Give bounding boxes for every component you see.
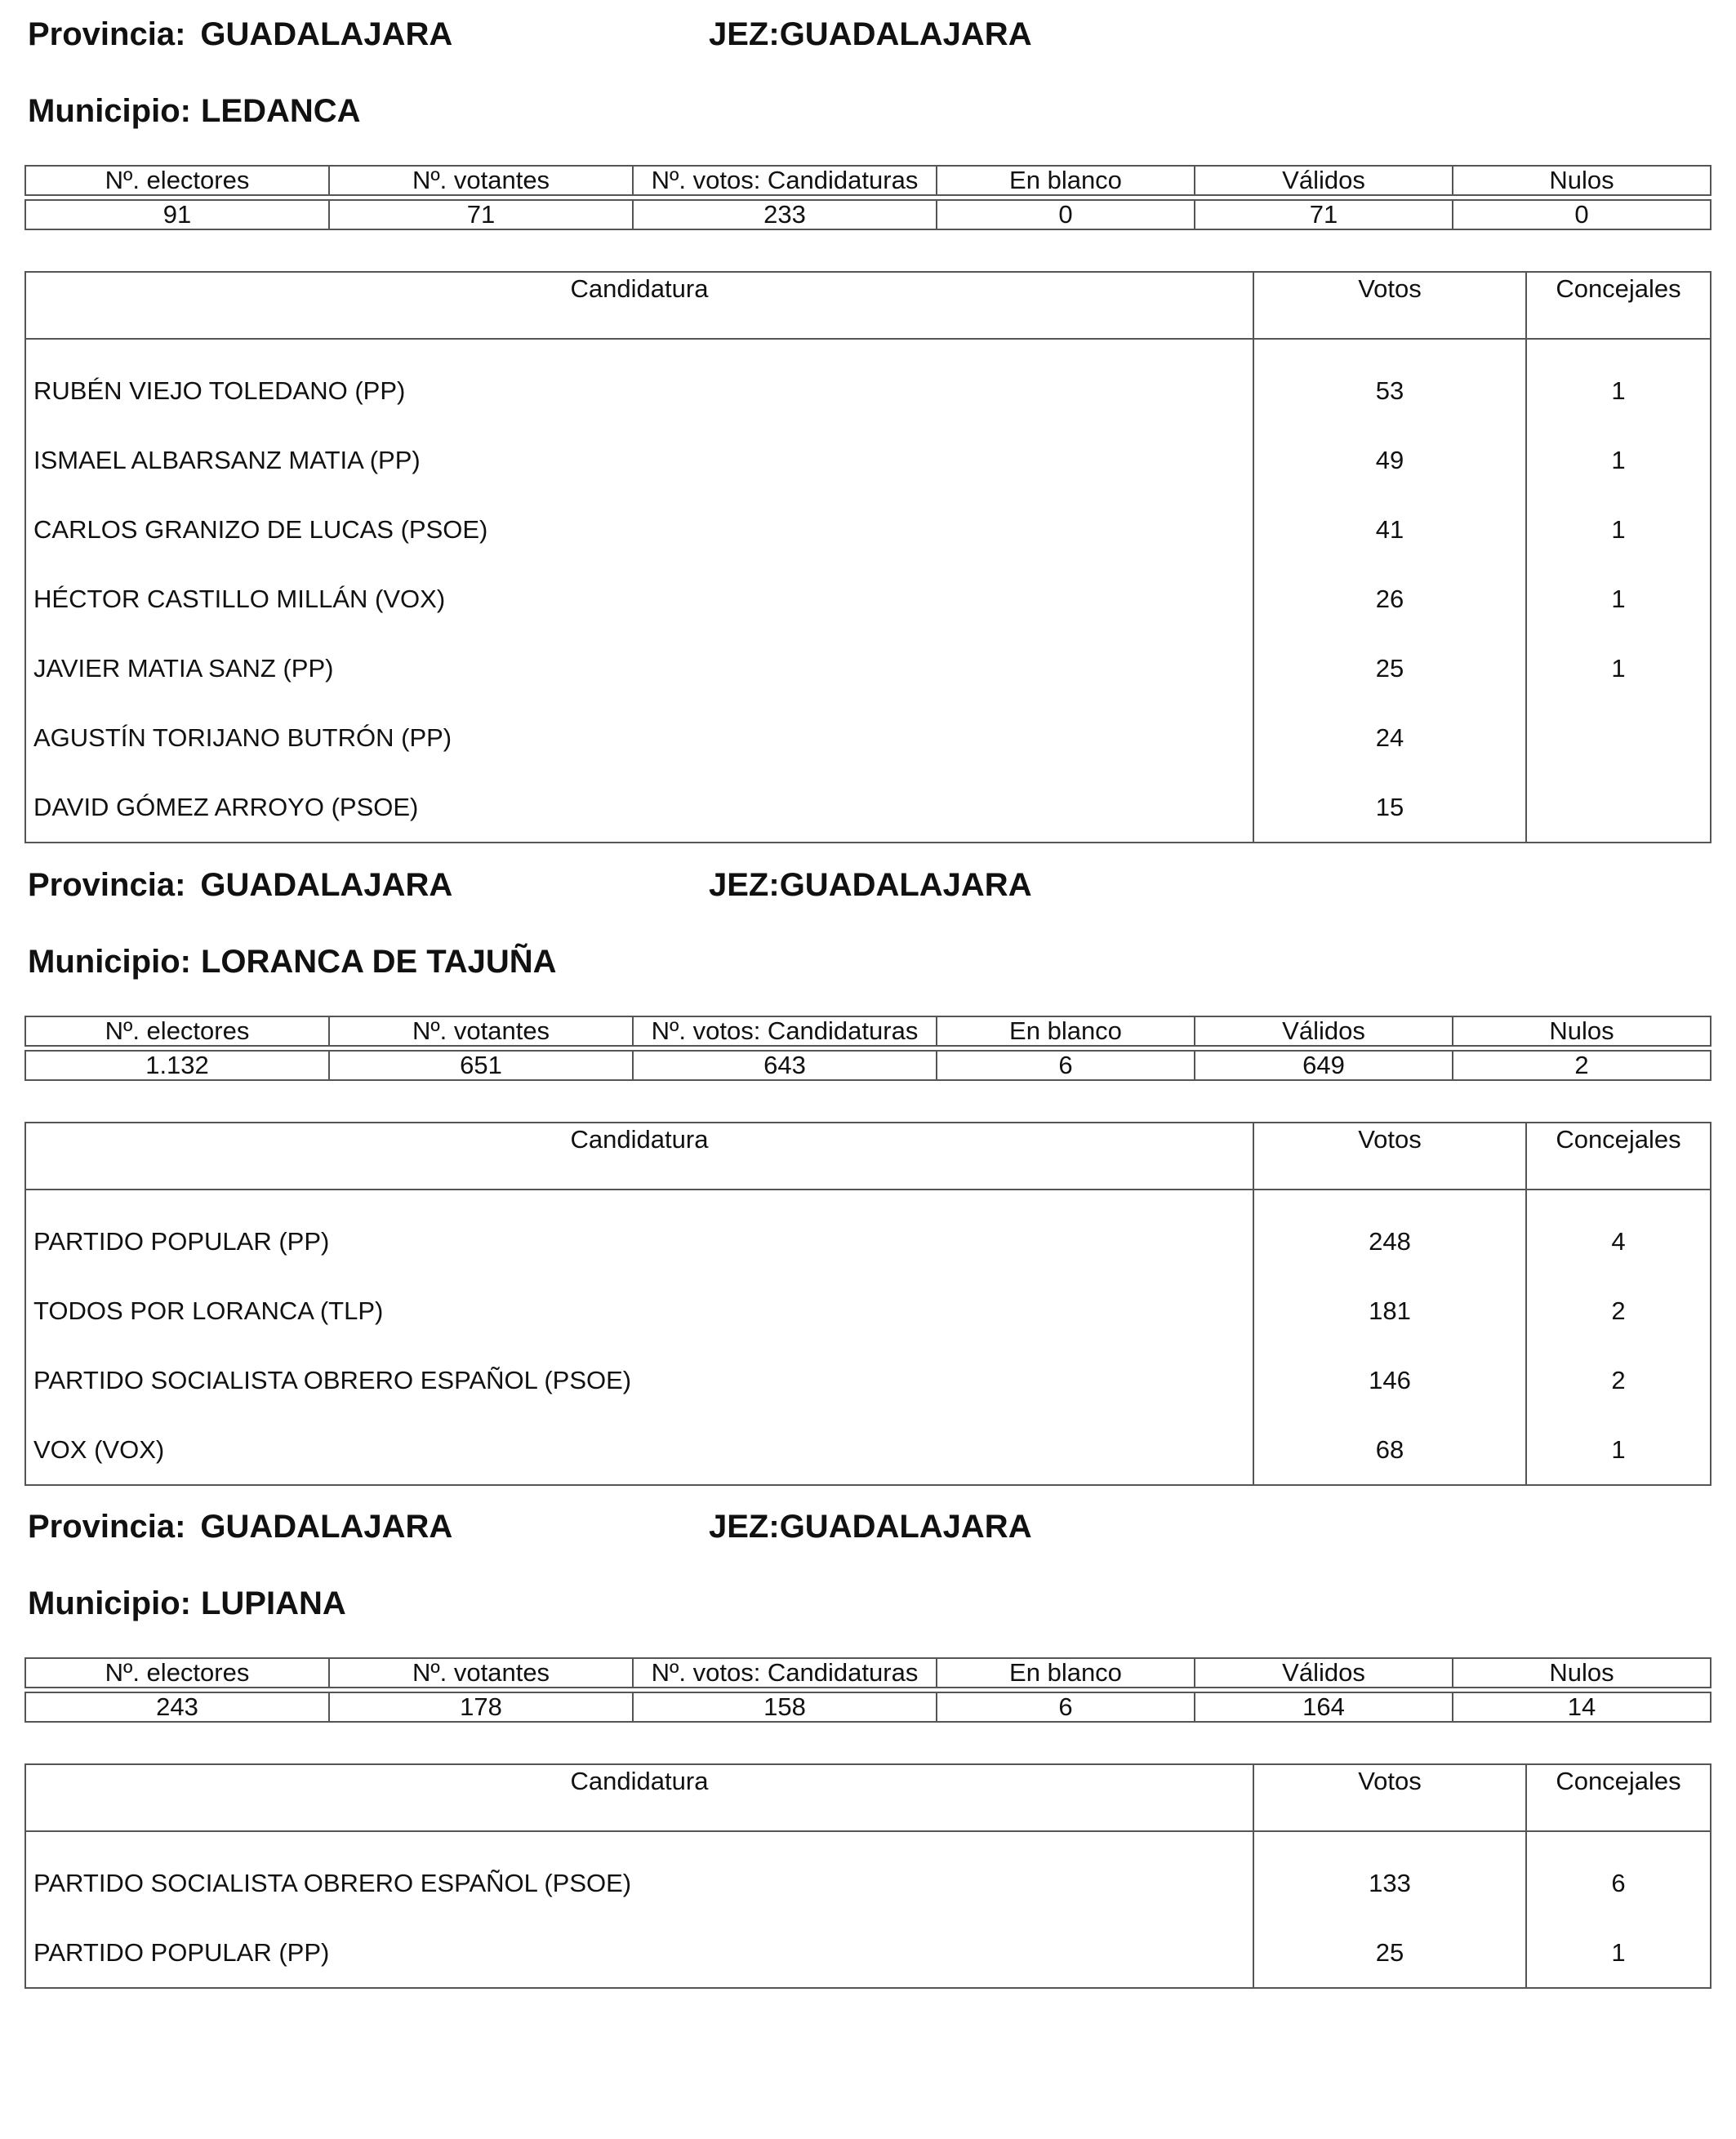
jez-value: GUADALAJARA [779,1509,1032,1545]
summary-value-cell: 643 [633,1051,937,1080]
candidate-name: CARLOS GRANIZO DE LUCAS (PSOE) [33,514,488,544]
candidate-row [25,495,1711,564]
summary-header-cell: Nº. votantes [329,1658,633,1688]
provincia-label: Provincia: [28,867,186,903]
provincia-label: Provincia: [28,1509,186,1545]
jez-value: GUADALAJARA [779,867,1032,903]
summary-table [24,165,1712,230]
jez-label: JEZ: [709,16,780,52]
results-table [24,271,1712,843]
jez-value: GUADALAJARA [779,16,1032,52]
candidate-concejales: 4 [1526,1190,1711,1276]
summary-value-cell: 233 [633,200,937,229]
candidate-concejales: 1 [1526,1415,1711,1485]
candidate-concejales: 6 [1526,1831,1711,1918]
candidate-name: PARTIDO POPULAR (PP) [33,1226,330,1256]
candidate-name: AGUSTÍN TORIJANO BUTRÓN (PP) [33,723,452,752]
summary-value-cell: 71 [329,200,633,229]
candidate-concejales: 1 [1526,634,1711,703]
summary-value-cell: 6 [937,1692,1195,1722]
results-table [24,1763,1712,1989]
summary-value-cell: 1.132 [25,1051,329,1080]
summary-header-cell: En blanco [937,1658,1195,1688]
municipio-line [28,942,557,981]
provincia-line [28,1507,452,1546]
candidate-name: TODOS POR LORANCA (TLP) [33,1296,384,1325]
summary-value-cell: 164 [1195,1692,1453,1722]
candidate-votos: 181 [1253,1276,1526,1345]
provincia-line [28,15,452,54]
summary-header-cell: En blanco [937,166,1195,195]
candidate-row [25,1831,1711,1918]
summary-table [24,1016,1712,1081]
candidate-concejales: 1 [1526,425,1711,495]
summary-value-cell: 651 [329,1051,633,1080]
candidate-votos: 25 [1253,634,1526,703]
candidate-name: HÉCTOR CASTILLO MILLÁN (VOX) [33,584,446,613]
candidate-row [25,1190,1711,1276]
jez-line [709,15,1032,54]
municipio-value: LUPIANA [200,1585,346,1621]
concejales-header: Concejales [1526,1764,1711,1831]
summary-header-cell: Válidos [1195,166,1453,195]
municipio-label: Municipio: [28,944,191,980]
candidate-row [25,1415,1711,1485]
summary-value-cell: 91 [25,200,329,229]
votos-header: Votos [1253,1123,1526,1190]
candidate-votos: 25 [1253,1918,1526,1988]
candidate-votos: 49 [1253,425,1526,495]
summary-header-row [25,1016,1711,1046]
jez-label: JEZ: [709,1509,780,1545]
summary-table [24,1657,1712,1723]
candidate-concejales: 1 [1526,495,1711,564]
candidate-row [25,703,1711,772]
summary-value-row [25,1692,1711,1722]
summary-value-cell: 0 [937,200,1195,229]
candidate-votos: 53 [1253,339,1526,425]
candidate-name: PARTIDO POPULAR (PP) [33,1937,330,1967]
jez-label: JEZ: [709,867,780,903]
summary-value-cell: 649 [1195,1051,1453,1080]
summary-header-cell: Nº. votos: Candidaturas [633,1016,937,1046]
candidate-name: JAVIER MATIA SANZ (PP) [33,653,334,683]
summary-header-cell: Nº. electores [25,1016,329,1046]
provincia-value: GUADALAJARA [200,867,453,903]
summary-value-row [25,200,1711,229]
summary-header-cell: Nº. electores [25,1658,329,1688]
candidate-votos: 133 [1253,1831,1526,1918]
candidatura-header: Candidatura [25,1764,1253,1831]
summary-value-cell: 178 [329,1692,633,1722]
candidate-row [25,772,1711,843]
candidate-row [25,1276,1711,1345]
candidate-row [25,339,1711,425]
candidate-votos: 26 [1253,564,1526,634]
summary-value-cell: 71 [1195,200,1453,229]
candidate-name: RUBÉN VIEJO TOLEDANO (PP) [33,376,406,405]
summary-header-row [25,1658,1711,1688]
candidate-name: DAVID GÓMEZ ARROYO (PSOE) [33,792,419,821]
candidate-votos: 248 [1253,1190,1526,1276]
candidatura-header: Candidatura [25,1123,1253,1190]
summary-value-cell: 0 [1453,200,1711,229]
summary-header-cell: En blanco [937,1016,1195,1046]
candidate-row [25,1918,1711,1988]
candidatura-header: Candidatura [25,272,1253,339]
candidate-votos: 68 [1253,1415,1526,1485]
results-table [24,1122,1712,1486]
candidate-concejales: 1 [1526,339,1711,425]
results-header-row [25,1764,1711,1831]
summary-value-cell: 14 [1453,1692,1711,1722]
provincia-value: GUADALAJARA [200,1509,453,1545]
jez-line [709,1507,1032,1546]
concejales-header: Concejales [1526,1123,1711,1190]
candidate-row [25,425,1711,495]
municipio-label: Municipio: [28,1585,191,1621]
results-header-row [25,272,1711,339]
candidate-name: PARTIDO SOCIALISTA OBRERO ESPAÑOL (PSOE) [33,1365,632,1394]
jez-line [709,865,1032,905]
provincia-value: GUADALAJARA [200,16,453,52]
summary-value-cell: 2 [1453,1051,1711,1080]
candidate-row [25,564,1711,634]
candidate-concejales: 1 [1526,564,1711,634]
provincia-line [28,865,452,905]
municipio-value: LORANCA DE TAJUÑA [200,944,557,980]
candidate-row [25,634,1711,703]
summary-header-cell: Nº. votos: Candidaturas [633,166,937,195]
summary-header-cell: Nulos [1453,1658,1711,1688]
summary-header-cell: Nulos [1453,1016,1711,1046]
summary-value-cell: 158 [633,1692,937,1722]
summary-value-cell: 243 [25,1692,329,1722]
municipio-value: LEDANCA [200,93,361,129]
candidate-votos: 146 [1253,1345,1526,1415]
summary-header-row [25,166,1711,195]
candidate-concejales [1526,772,1711,843]
summary-header-cell: Válidos [1195,1016,1453,1046]
candidate-row [25,1345,1711,1415]
municipio-line [28,1584,346,1623]
votos-header: Votos [1253,272,1526,339]
municipio-label: Municipio: [28,93,191,129]
provincia-label: Provincia: [28,16,186,52]
summary-header-cell: Nº. electores [25,166,329,195]
candidate-concejales [1526,703,1711,772]
summary-header-cell: Nº. votantes [329,1016,633,1046]
municipio-line [28,91,361,131]
concejales-header: Concejales [1526,272,1711,339]
candidate-votos: 41 [1253,495,1526,564]
candidate-concejales: 2 [1526,1345,1711,1415]
candidate-votos: 15 [1253,772,1526,843]
summary-header-cell: Válidos [1195,1658,1453,1688]
candidate-name: ISMAEL ALBARSANZ MATIA (PP) [33,445,421,474]
candidate-name: PARTIDO SOCIALISTA OBRERO ESPAÑOL (PSOE) [33,1868,632,1897]
summary-value-cell: 6 [937,1051,1195,1080]
candidate-votos: 24 [1253,703,1526,772]
summary-header-cell: Nº. votos: Candidaturas [633,1658,937,1688]
summary-header-cell: Nº. votantes [329,166,633,195]
votos-header: Votos [1253,1764,1526,1831]
candidate-concejales: 1 [1526,1918,1711,1988]
summary-value-row [25,1051,1711,1080]
candidate-name: VOX (VOX) [33,1434,165,1464]
candidate-concejales: 2 [1526,1276,1711,1345]
summary-header-cell: Nulos [1453,166,1711,195]
results-header-row [25,1123,1711,1190]
